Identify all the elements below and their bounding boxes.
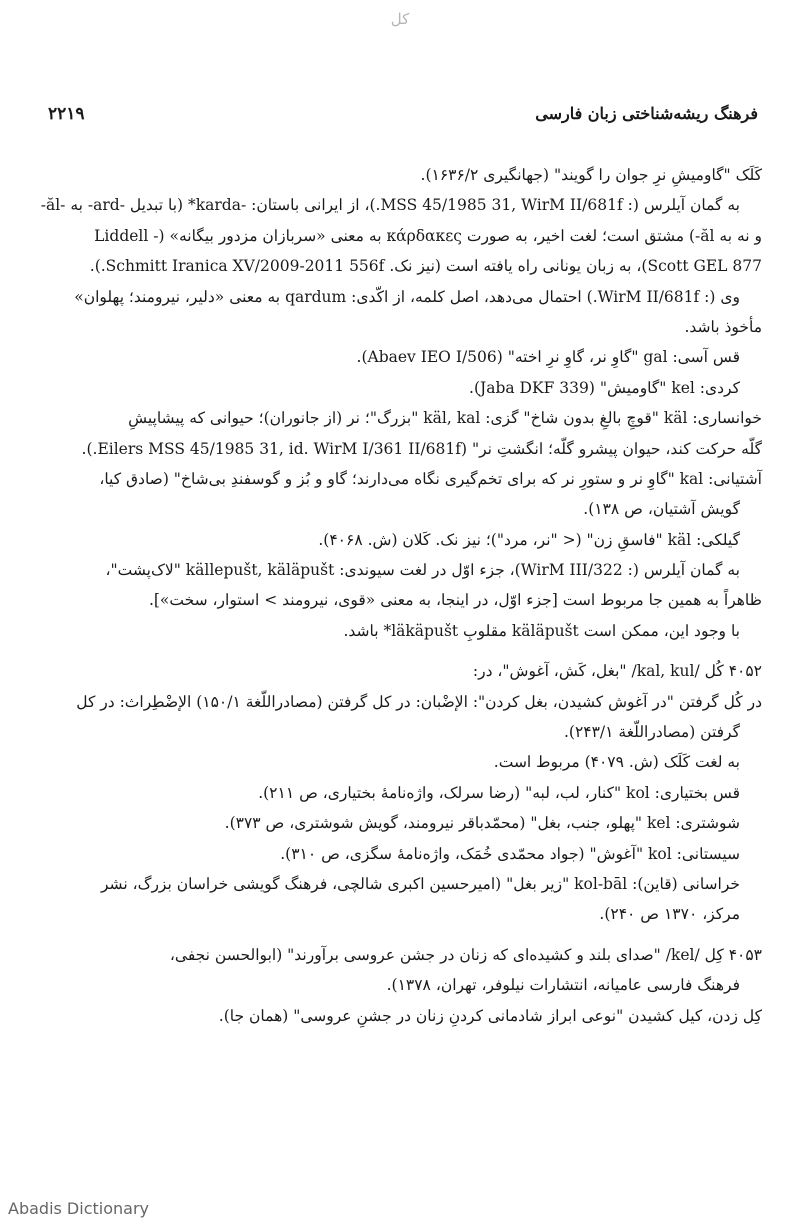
page-number: ۲۲۱۹ (48, 104, 85, 124)
top-watermark-text: کل (390, 10, 410, 28)
book-title: فرهنگ ریشه‌شناختی زبان فارسی (535, 104, 758, 123)
page-header (48, 104, 758, 134)
text-line: کِل زدن، کیل کشیدن "نوعی ابراز شادمانی کردنِ زنان در جشنِ عروسی" (همان جا). (218, 1006, 762, 1025)
text-line: فرهنگ فارسی عامیانه، انتشارات نیلوفر، تهران، ۱۳۷۸). (386, 976, 740, 995)
dictionary-content (40, 160, 762, 1031)
text-line: Scott GEL 877)، به زبان یونانی راه یافته است (نیز نک. Schmitt Iranica XV/2009-2011 556f.). (89, 257, 762, 276)
text-line: گویش آشتیان، ص ۱۳۸). (583, 500, 740, 519)
text-line: ظاهراً به همین جا مربوط است [جزء اوّل، در اینجا، به معنی «قوی، نیرومند > استوار، سخت»]. (148, 591, 762, 610)
text-line: به گمان آیلرس (: MSS 45/1985 31, WirM II/681f.)، از ایرانی باستان: -karda* (با تبدیل -ard- به -ăl- (40, 196, 740, 215)
text-line: در کُل گرفتن "در آغوش کشیدن، بغل کردن": الإضْبان: در کل گرفتن (مصادراللّغة ۱۵۰/۱) الإضْطِراث: در کل (76, 692, 762, 711)
text-line: به لغت کَلَک (ش. ۴۰۷۹) مربوط است. (493, 753, 740, 772)
text-line: گلّه حرکت کند، حیوان پیشرو گلّه؛ انگشتِ نر" (Eilers MSS 45/1985 31, id. WirM I/361 II/681f.). (81, 439, 762, 458)
text-line: ۴۰۵۲ کُل /kal, kul/ "بغل، کَش، آغوش"، در: (472, 662, 762, 681)
text-line: آشتیانی: kal "گاوِ نر و ستورِ نر که برای تخم‌گیری نگاه می‌دارند؛ گاو و بُز و گوسفندِ بی‌شاخ" (صادق کیا، (99, 469, 762, 488)
entry-gap (46, 646, 762, 656)
text-line: گرفتن (مصادراللّغة ۲۴۳/۱). (563, 723, 740, 742)
text-line: قس آسی: gal "گاوِ نر، گاوِ نرِ اخته" (Abaev IEO I/506). (356, 348, 740, 367)
text-line: شوشتری: kel "پهلو، جنب، بغل" (محمّدباقر نیرومند، گویش شوشتری، ص ۳۷۳). (224, 814, 740, 833)
text-line: با وجود این، ممکن است käläpušt مقلوبِ läkäpušt* باشد. (343, 621, 740, 640)
text-line: و نه به ăl-) مشتق است؛ لغت اخیر، به صورت κάρδακες به معنی «سربازان مزدور بیگانه» (- Liddell (94, 226, 762, 245)
site-watermark: Abadis Dictionary (8, 1199, 149, 1218)
text-line: گیلکی: käl "فاسقِ زن" (< "نر، مرد")؛ نیز نک. کَلان (ش. ۴۰۶۸). (318, 530, 740, 549)
entry-gap (46, 930, 762, 940)
text-line: کردی: kel "گاومیش" (Jaba DKF 339). (469, 378, 740, 397)
text-line: وی (: WirM II/681f.) احتمال می‌دهد، اصل کلمه، از اکّدی: qardum به معنی «دلیر، نیرومند؛ پهلوان» (74, 287, 740, 306)
text-line: مرکز، ۱۳۷۰ ص ۲۴۰). (599, 905, 740, 924)
text-line: مأخوذ باشد. (684, 317, 762, 336)
text-line: کَلَک "گاومیشِ نرِ جوان را گویند" (جهانگیری ۱۶۳۶/۲). (420, 166, 762, 184)
text-line: به گمان آیلرس (: WirM III/322)، جزء اوّل در لغت سیوندی: källepušt, käläpušt "لاک‌پشت"، (105, 561, 740, 580)
text-line: خوانساری: käl "قوچِ بالغِ بدون شاخ" گزی: käl, kal "بزرگ"؛ نر (از جانوران)؛ حیوانی که پیشاپیشِ (128, 409, 762, 428)
text-line: خراسانی (قاین): kol-bāl "زیر بغل" (امیرحسین اکبری شالچی، فرهنگ گویشی خراسان بزرگ، نشر (100, 874, 740, 893)
text-line: ۴۰۵۳ کِل /kel/ "صدای بلند و کشیده‌ای که زنان در جشن عروسی برآورند" (ابوالحسن نجفی، (169, 945, 762, 964)
text-line: سیستانی: kol "آغوش" (جواد محمّدی خُمَک، واژه‌نامهٔ سگزی، ص ۳۱۰). (280, 844, 740, 863)
text-line: قس بختیاری: kol "کنار، لب، لبه" (رضا سرلک، واژه‌نامهٔ بختیاری، ص ۲۱۱). (258, 783, 740, 802)
